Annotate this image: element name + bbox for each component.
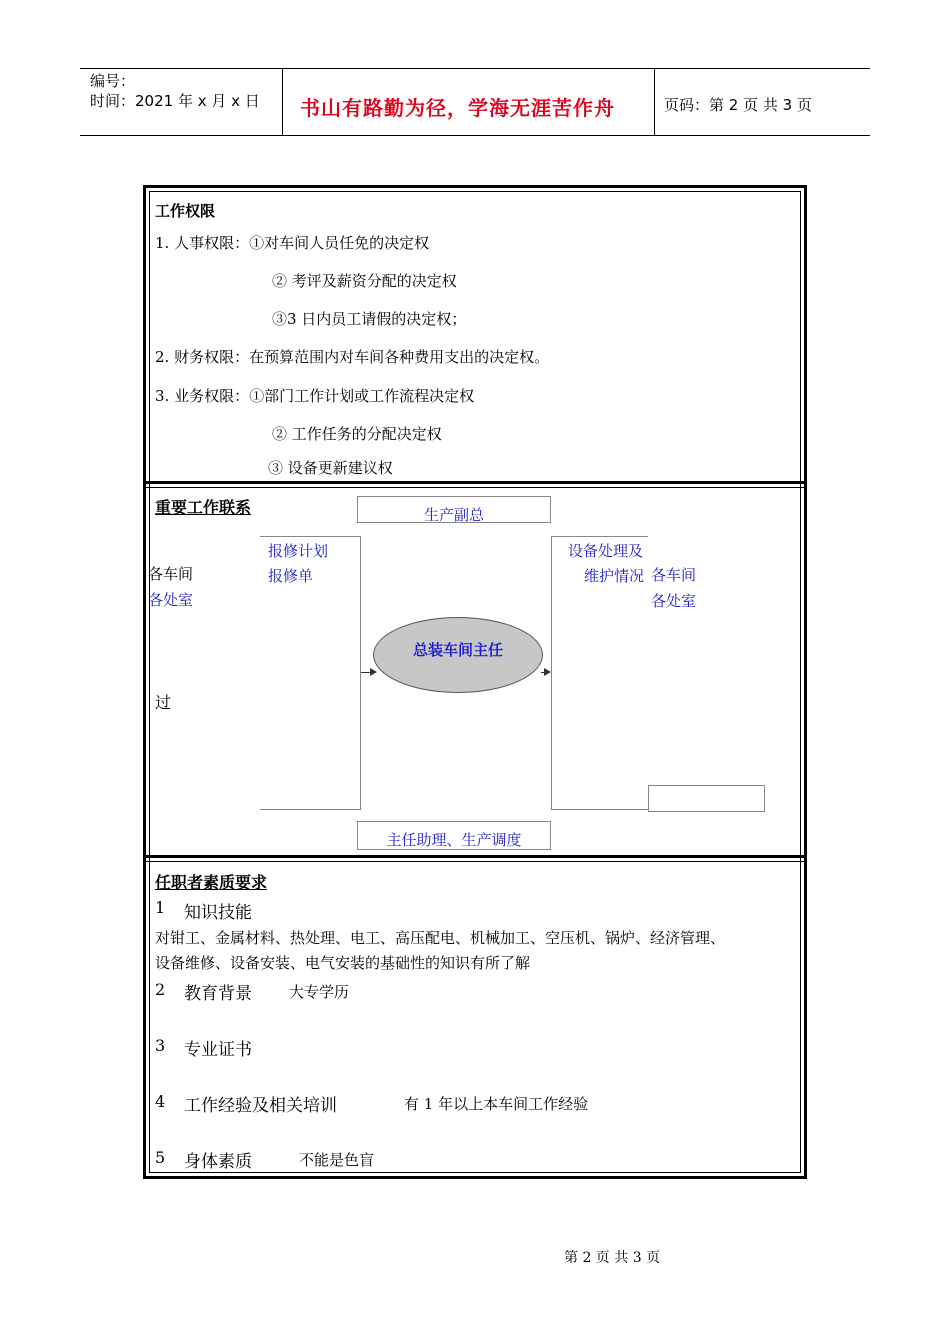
qual-experience-title: 工作经验及相关培训 [184, 1096, 337, 1116]
section-divider-1b [146, 487, 804, 488]
qual-education-num: 2 [155, 980, 166, 999]
left-inner-repair-plan: 报修计划 [268, 542, 329, 560]
header-divider-left [282, 68, 283, 135]
relations-title: 重要工作联系 [155, 498, 252, 517]
qual-knowledge-num: 1 [155, 898, 166, 917]
authority-item-3-sub-2: ② 工作任务的分配决定权 [272, 425, 442, 443]
bottom-box-assistant [357, 821, 551, 850]
qual-knowledge-title: 知识技能 [184, 903, 252, 923]
empty-box-right [648, 785, 765, 812]
footer-page-number: 第 2 页 共 3 页 [564, 1250, 661, 1266]
qual-cert-num: 3 [155, 1036, 166, 1055]
qual-education-title: 教育背景 [184, 984, 252, 1004]
right-inner-equipment: 设备处理及 [568, 542, 644, 560]
left-label-pass: 过 [155, 693, 172, 712]
right-label-offices: 各处室 [651, 592, 697, 610]
arrow-right-head [544, 668, 551, 676]
top-box-label: 生产副总 [423, 506, 484, 523]
authority-item-1-sub-2: ② 考评及薪资分配的决定权 [272, 272, 457, 290]
qual-physical-title: 身体素质 [184, 1152, 252, 1172]
center-label: 总装车间主任 [412, 641, 503, 659]
qualifications-title: 任职者素质要求 [155, 873, 268, 892]
authority-item-3-sub-3: ③ 设备更新建议权 [268, 459, 393, 477]
authority-item-1-sub-3: ③3 日内员工请假的决定权； [272, 310, 467, 328]
qual-experience-value: 有 1 年以上本车间工作经验 [404, 1095, 589, 1113]
left-inner-repair-form: 报修单 [268, 567, 314, 585]
header-bottom-rule [80, 135, 870, 136]
header-time-label: 时间：2021 年 x 月 x 日 [90, 92, 260, 110]
header-divider-right [654, 68, 655, 135]
header-number-label: 编号： [90, 72, 136, 90]
qual-cert-title: 专业证书 [184, 1040, 252, 1060]
qual-physical-value: 不能是色盲 [299, 1151, 375, 1169]
right-inner-maintenance: 维护情况 [584, 567, 645, 585]
bottom-box-label: 主任助理、生产调度 [386, 831, 522, 849]
qual-physical-num: 5 [155, 1148, 166, 1167]
section-divider-2b [146, 861, 804, 862]
qual-knowledge-line-1: 对钳工、金属材料、热处理、电工、高压配电、机械加工、空压机、锅炉、经济管理、 [155, 929, 726, 947]
section-divider-2 [146, 855, 804, 858]
header-page-info: 页码：第 2 页 共 3 页 [664, 96, 812, 114]
authority-item-3: 3. 业务权限：①部门工作计划或工作流程决定权 [155, 387, 475, 405]
header-motto: 书山有路勤为径，学海无涯苦作舟 [300, 96, 615, 120]
right-label-workshops: 各车间 [651, 566, 697, 584]
qual-experience-num: 4 [155, 1092, 166, 1111]
section-divider-1 [146, 481, 804, 484]
authority-item-1: 1. 人事权限：①对车间人员任免的决定权 [155, 234, 430, 252]
qual-knowledge-line-2: 设备维修、设备安装、电气安装的基础性的知识有所了解 [155, 954, 531, 972]
header-top-rule [80, 68, 870, 69]
left-label-workshops: 各车间 [148, 565, 194, 583]
arrow-left-head [370, 668, 377, 676]
qual-education-value: 大专学历 [289, 983, 350, 1001]
authority-item-2: 2. 财务权限：在预算范围内对车间各种费用支出的决定权。 [155, 348, 550, 366]
top-box-deputy-gm [357, 496, 551, 523]
authority-title: 工作权限 [155, 202, 216, 220]
left-label-offices: 各处室 [148, 591, 194, 609]
